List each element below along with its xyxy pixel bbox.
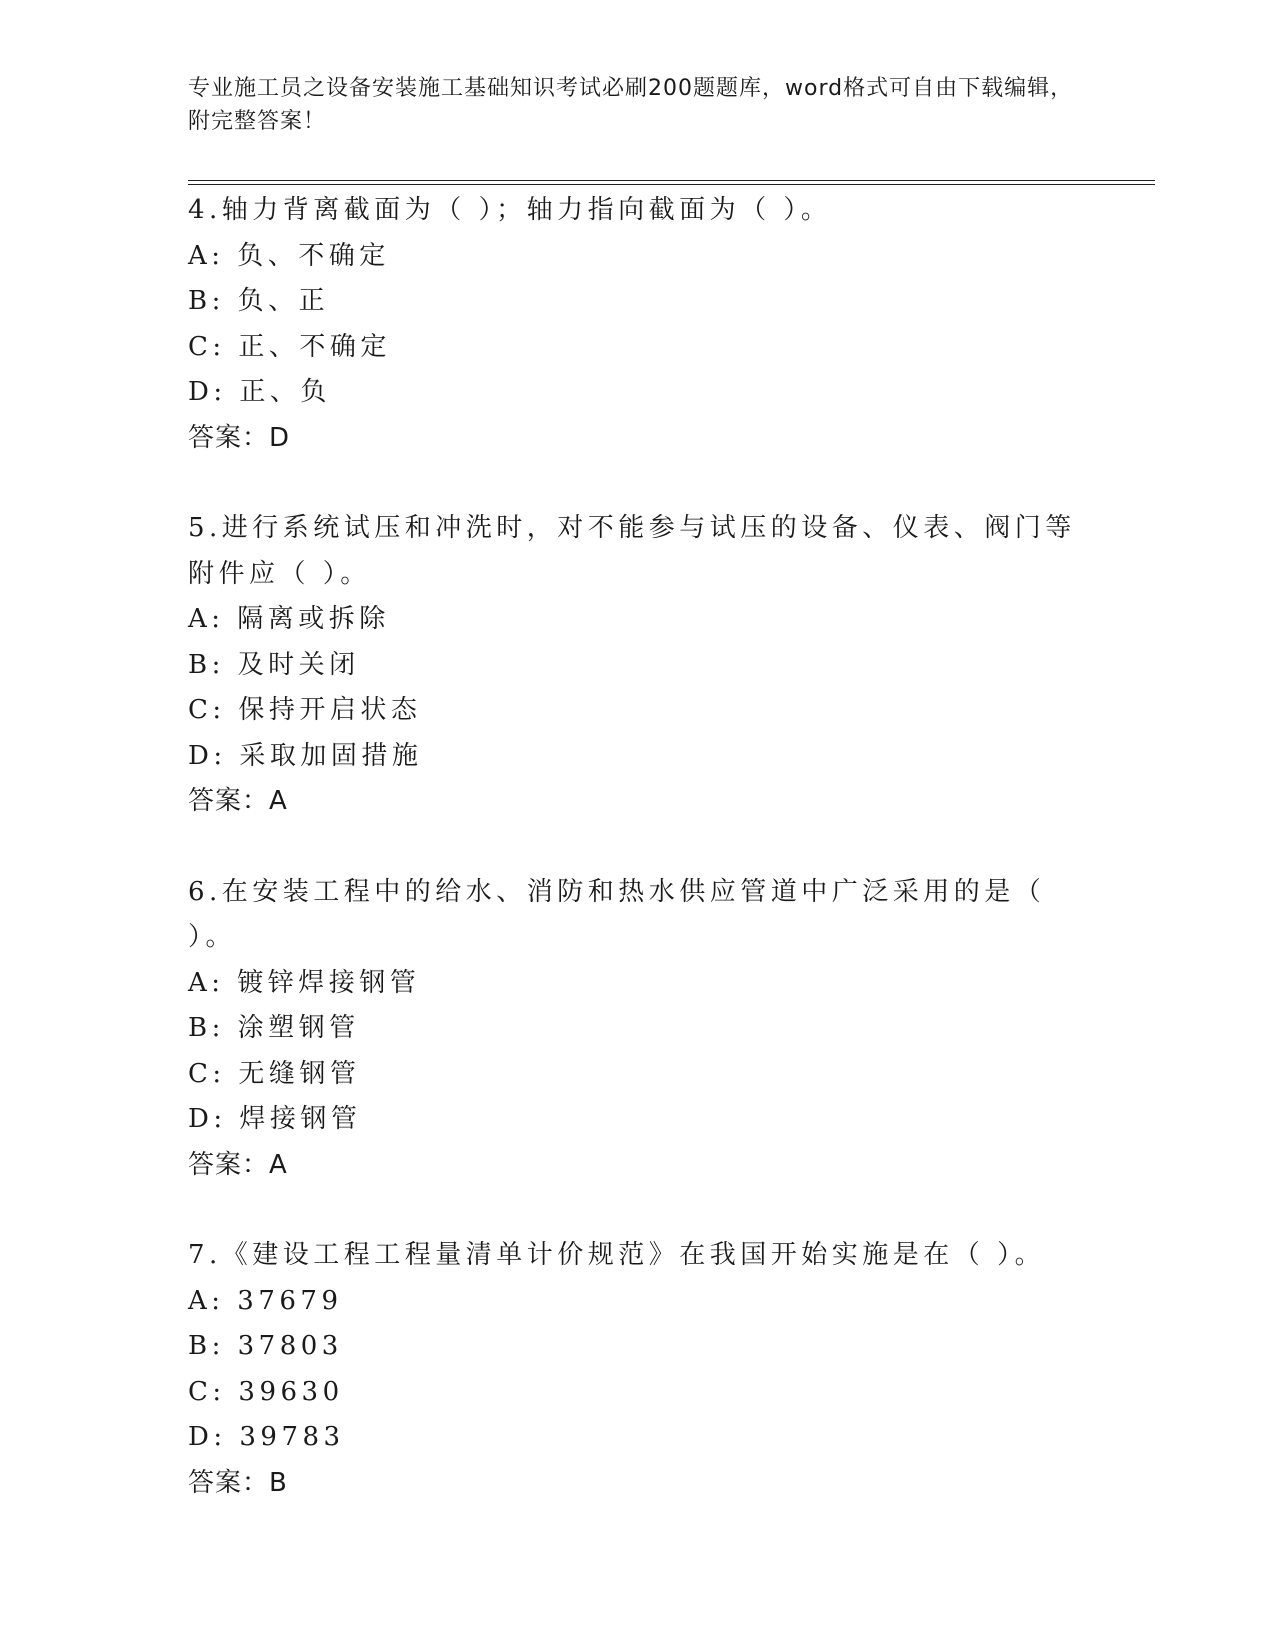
question-stem: 4.轴力背离截面为（ ）；轴力指向截面为（ ）。: [188, 195, 832, 225]
option-c: C: 无缝钢管: [188, 1058, 361, 1089]
question-stem: 6.在安装工程中的给水、消防和热水供应管道中广泛采用的是（ ）。: [188, 876, 1046, 952]
question-6: [188, 870, 1088, 1189]
option-d: D: 正、负: [188, 377, 331, 407]
question-list: [188, 188, 1088, 1551]
question-stem: 7.《建设工程工程量清单计价规范》在我国开始实施是在（ ）。: [188, 1240, 1046, 1270]
option-b: B: 负、正: [188, 286, 330, 316]
answer-line: 答案：D: [188, 422, 291, 453]
option-b: B: 及时关闭: [188, 649, 360, 680]
option-c: C: 39630: [188, 1376, 344, 1407]
header-divider-top: [188, 180, 1155, 181]
option-c: C: 保持开启状态: [188, 695, 422, 725]
question-4: [188, 188, 1088, 461]
option-d: D: 39783: [188, 1422, 345, 1452]
option-b: B: 37803: [188, 1331, 343, 1361]
document-title: 专业施工员之设备安装施工基础知识考试必刷200题题库，word格式可自由下载编辑，附完整答案！: [188, 76, 1074, 134]
header-divider-bottom: [188, 184, 1155, 185]
question-5: [188, 506, 1088, 825]
option-d: D: 采取加固措施: [188, 740, 423, 771]
option-a: A: 负、不确定: [188, 240, 390, 271]
option-b: B: 涂塑钢管: [188, 1013, 360, 1043]
question-stem: 5.进行系统试压和冲洗时，对不能参与试压的设备、仪表、阀门等附件应（ ）。: [188, 513, 1076, 589]
answer-line: 答案：A: [188, 1149, 288, 1180]
option-a: A: 镀锌焊接钢管: [188, 967, 421, 998]
answer-line: 答案：B: [188, 1467, 288, 1498]
question-7: [188, 1233, 1088, 1506]
answer-line: 答案：A: [188, 786, 288, 816]
option-d: D: 焊接钢管: [188, 1104, 362, 1134]
option-a: A: 隔离或拆除: [188, 604, 390, 634]
option-c: C: 正、不确定: [188, 331, 391, 362]
option-a: A: 37679: [188, 1285, 343, 1316]
